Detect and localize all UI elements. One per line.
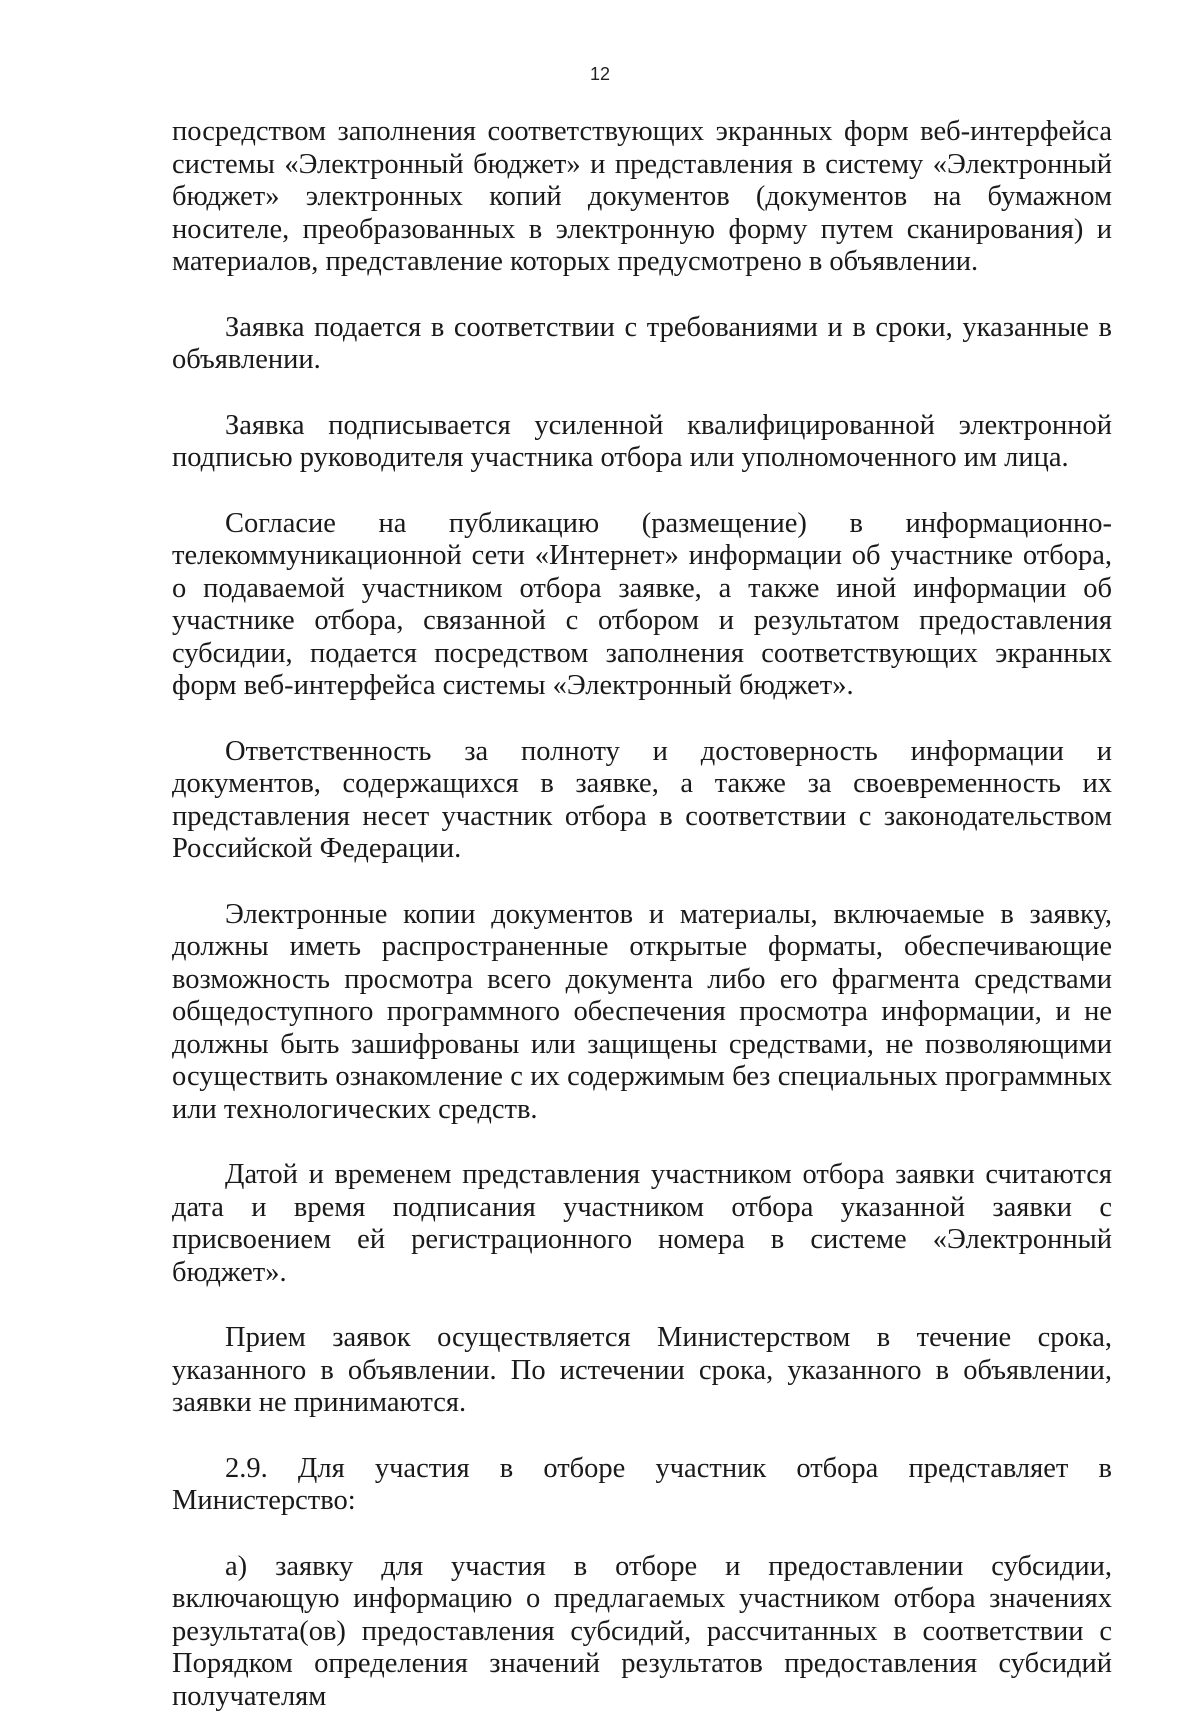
paragraph-electronic-copies: Электронные копии документов и материалы, включаемые в заявку, должны иметь распространенные открытые форматы, обеспечивающие возможность просмотра всего документа либо его фрагмента средствами общедоступного программного обеспечения просмотра информации, и не должны быть зашифрованы или защищены средствами, не позволяющими осуществить ознакомление с их содержимым без специальных программных или технологических средств. [172, 899, 1112, 1127]
paragraph-item-a: а) заявку для участия в отборе и предоставлении субсидии, включающую информацию о предлагаемых участником отбора значениях результата(ов) предоставления субсидий, рассчитанных в соответствии с Порядком определения значений результатов предоставления субсидий получателям [172, 1551, 1112, 1713]
paragraph-section-2-9: 2.9. Для участия в отборе участник отбора представляет в Министерство: [172, 1453, 1112, 1518]
page-number: 12 [0, 64, 1200, 85]
paragraph-acceptance-period: Прием заявок осуществляется Министерством в течение срока, указанного в объявлении. По истечении срока, указанного в объявлении, заявки не принимаются. [172, 1322, 1112, 1420]
paragraph-submission-date: Датой и временем представления участником отбора заявки считаются дата и время подписания участником отбора указанной заявки с присвоением ей регистрационного номера в системе «Электронный бюджет». [172, 1159, 1112, 1289]
paragraph-continuation: посредством заполнения соответствующих экранных форм веб-интерфейса системы «Электронный бюджет» и представления в систему «Электронный бюджет» электронных копий документов (документов на бумажном носителе, преобразованных в электронную форму путем сканирования) и материалов, представление которых предусмотрено в объявлении. [172, 116, 1112, 279]
paragraph-responsibility: Ответственность за полноту и достоверность информации и документов, содержащихся в заявке, а также за своевременность их представления несет участник отбора в соответствии с законодательством Российской Федерации. [172, 736, 1112, 866]
paragraph-publication-consent: Согласие на публикацию (размещение) в информационно-телекоммуникационной сети «Интернет» информации об участнике отбора, о подаваемой участником отбора заявке, а также иной информации об участнике отбора, связанной с отбором и результатом предоставления субсидии, подается посредством заполнения соответствующих экранных форм веб-интерфейса системы «Электронный бюджет». [172, 508, 1112, 703]
document-body [172, 116, 1112, 1713]
paragraph-application-submission-terms: Заявка подается в соответствии с требованиями и в сроки, указанные в объявлении. [172, 312, 1112, 377]
paragraph-application-signature: Заявка подписывается усиленной квалифицированной электронной подписью руководителя участника отбора или уполномоченного им лица. [172, 410, 1112, 475]
